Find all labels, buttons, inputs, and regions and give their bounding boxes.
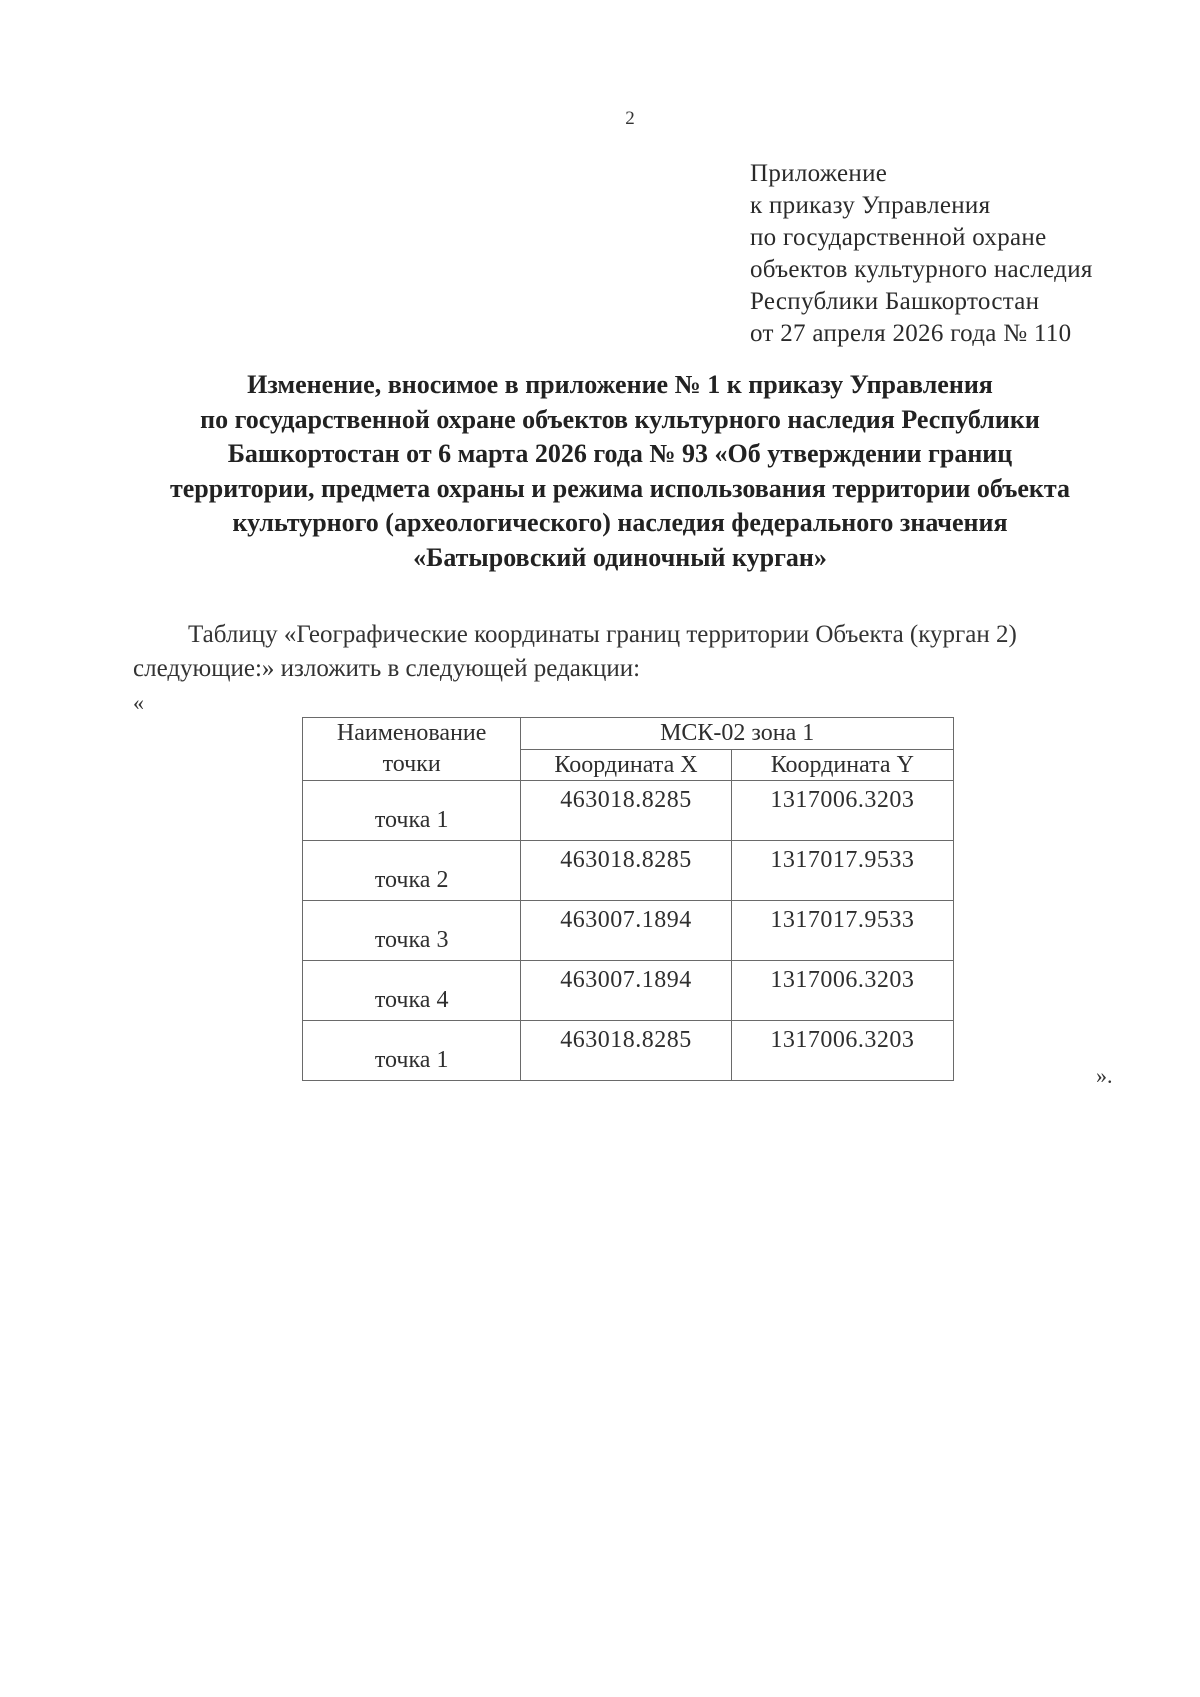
coordinate-y-cell: 1317006.3203 — [731, 781, 953, 841]
coordinate-x-cell: 463018.8285 — [521, 781, 731, 841]
table-row — [303, 1021, 954, 1081]
header-coordinate-system: МСК-02 зона 1 — [521, 718, 954, 750]
point-name-cell: точка 3 — [303, 901, 521, 961]
coordinates-table — [302, 717, 954, 1081]
appendix-line: к приказу Управления — [750, 192, 991, 219]
paragraph-line: следующие:» изложить в следующей редакции: — [133, 655, 641, 682]
header-point-name — [303, 718, 521, 781]
page-number: 2 — [625, 108, 635, 129]
point-name-cell: точка 2 — [303, 841, 521, 901]
appendix-line: от 27 апреля 2026 года № 110 — [750, 320, 1072, 347]
point-name-cell: точка 1 — [303, 1021, 521, 1081]
title-line: Изменение, вносимое в приложение № 1 к приказу Управления — [247, 370, 993, 399]
title-line: Башкортостан от 6 марта 2026 года № 93 «Об утверждении границ — [227, 439, 1013, 468]
table-row — [303, 841, 954, 901]
body-paragraph — [133, 618, 1133, 686]
title-line: по государственной охране объектов культурного наследия Республики — [200, 404, 1040, 434]
document-title — [120, 368, 1120, 575]
appendix-line: объектов культурного наследия — [750, 256, 1093, 283]
table-header-row — [303, 718, 954, 750]
closing-quote-mark: ». — [1096, 1063, 1113, 1088]
coordinate-y-cell: 1317006.3203 — [731, 1021, 953, 1081]
coordinate-x-cell: 463018.8285 — [521, 841, 731, 901]
appendix-line: по государственной охране — [750, 224, 1047, 251]
point-name-cell: точка 1 — [303, 781, 521, 841]
header-point-name-line1: Наименование — [336, 720, 487, 746]
title-line: территории, предмета охраны и режима использования территории объекта — [169, 473, 1071, 503]
title-line: культурного (археологического) наследия федерального значения — [232, 508, 1008, 537]
table-row — [303, 781, 954, 841]
coordinate-x-cell: 463007.1894 — [521, 901, 731, 961]
title-line: «Батыровский одиночный курган» — [413, 542, 827, 572]
header-coordinate-y: Координата Y — [731, 749, 953, 781]
appendix-block — [750, 158, 1170, 350]
coordinate-y-cell: 1317006.3203 — [731, 961, 953, 1021]
point-name-cell: точка 4 — [303, 961, 521, 1021]
opening-quote-mark: « — [133, 690, 144, 715]
header-coordinate-x: Координата X — [521, 749, 731, 781]
header-point-name-line2: точки — [382, 751, 441, 777]
paragraph-line: Таблицу «Географические координаты границ территории Объекта (курган 2) — [188, 621, 1017, 648]
appendix-line: Приложение — [750, 160, 888, 187]
table-row — [303, 901, 954, 961]
table-row — [303, 961, 954, 1021]
coordinate-x-cell: 463018.8285 — [521, 1021, 731, 1081]
coordinate-y-cell: 1317017.9533 — [731, 901, 953, 961]
coordinate-y-cell: 1317017.9533 — [731, 841, 953, 901]
coordinate-x-cell: 463007.1894 — [521, 961, 731, 1021]
appendix-line: Республики Башкортостан — [750, 288, 1040, 315]
